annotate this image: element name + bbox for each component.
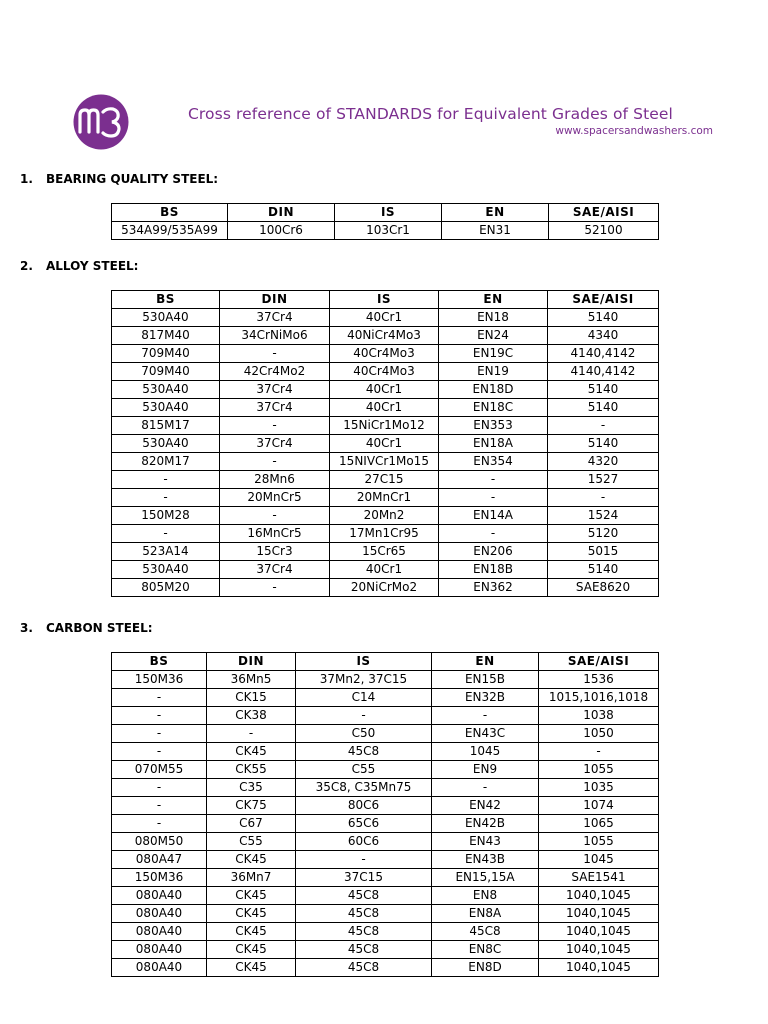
- table-row: [112, 435, 659, 453]
- table-row: [112, 399, 659, 417]
- table-cell: 45C8: [296, 959, 432, 977]
- column-header: EN: [439, 291, 548, 309]
- table-cell: 080A40: [112, 941, 207, 959]
- table-cell: 15Cr3: [220, 543, 330, 561]
- table-cell: CK45: [207, 743, 296, 761]
- table-cell: -: [207, 725, 296, 743]
- table-cell: 5140: [548, 309, 659, 327]
- table-cell: EN19C: [439, 345, 548, 363]
- section-title: ALLOY STEEL:: [46, 259, 139, 273]
- section-number: 3.: [20, 621, 33, 635]
- table-cell: EN354: [439, 453, 548, 471]
- table-header-row: [112, 291, 659, 309]
- table-cell: -: [548, 489, 659, 507]
- table-cell: 070M55: [112, 761, 207, 779]
- page-title: Cross reference of STANDARDS for Equivalent Grades of Steel: [188, 105, 673, 123]
- table-cell: 1055: [539, 833, 659, 851]
- table-row: [112, 489, 659, 507]
- column-header: SAE/AISI: [539, 653, 659, 671]
- table-cell: -: [112, 525, 220, 543]
- table-cell: EN15B: [432, 671, 539, 689]
- table-cell: -: [112, 707, 207, 725]
- table-cell: 150M36: [112, 671, 207, 689]
- column-header: DIN: [228, 204, 335, 222]
- table-cell: EN18: [439, 309, 548, 327]
- table-row: [112, 707, 659, 725]
- table-cell: 27C15: [330, 471, 439, 489]
- section-heading-alloy: [20, 259, 138, 273]
- table-cell: EN15,15A: [432, 869, 539, 887]
- table-row: [112, 887, 659, 905]
- table-cell: 20NiCrMo2: [330, 579, 439, 597]
- table-cell: 080A40: [112, 905, 207, 923]
- table-cell: 103Cr1: [335, 222, 442, 240]
- table-cell: EN19: [439, 363, 548, 381]
- table-cell: 40Cr1: [330, 399, 439, 417]
- table-cell: 4340: [548, 327, 659, 345]
- table-row: [112, 725, 659, 743]
- section-number: 1.: [20, 172, 33, 186]
- table-cell: CK38: [207, 707, 296, 725]
- table-row: [112, 761, 659, 779]
- table-cell: 4140,4142: [548, 363, 659, 381]
- table-cell: -: [220, 579, 330, 597]
- table-header-row: [112, 653, 659, 671]
- table-cell: 65C6: [296, 815, 432, 833]
- table-cell: 1040,1045: [539, 941, 659, 959]
- table-cell: 1536: [539, 671, 659, 689]
- table-cell: 805M20: [112, 579, 220, 597]
- table-cell: 4320: [548, 453, 659, 471]
- table-cell: 709M40: [112, 345, 220, 363]
- m3-logo: [72, 93, 132, 151]
- table-row: [112, 309, 659, 327]
- table-cell: 45C8: [296, 743, 432, 761]
- table-cell: EN42: [432, 797, 539, 815]
- table-cell: EN353: [439, 417, 548, 435]
- table-cell: 1065: [539, 815, 659, 833]
- table-cell: EN43: [432, 833, 539, 851]
- table-cell: 40Cr4Mo3: [330, 345, 439, 363]
- table-cell: 080A47: [112, 851, 207, 869]
- section-title: CARBON STEEL:: [46, 621, 153, 635]
- table-cell: EN32B: [432, 689, 539, 707]
- table-cell: 1040,1045: [539, 887, 659, 905]
- table-cell: CK45: [207, 905, 296, 923]
- table-cell: EN14A: [439, 507, 548, 525]
- table-row: [112, 869, 659, 887]
- table-cell: 530A40: [112, 399, 220, 417]
- table-cell: 40Cr4Mo3: [330, 363, 439, 381]
- table-cell: EN362: [439, 579, 548, 597]
- table-cell: CK45: [207, 923, 296, 941]
- table-cell: -: [112, 489, 220, 507]
- table-cell: -: [112, 725, 207, 743]
- table-cell: 1050: [539, 725, 659, 743]
- table-cell: -: [220, 417, 330, 435]
- table-row: [112, 327, 659, 345]
- table-cell: 37Cr4: [220, 399, 330, 417]
- table-row: [112, 815, 659, 833]
- table-cell: 20MnCr1: [330, 489, 439, 507]
- table-cell: 40Cr1: [330, 435, 439, 453]
- table-cell: CK75: [207, 797, 296, 815]
- table-cell: -: [220, 453, 330, 471]
- column-header: IS: [296, 653, 432, 671]
- table-cell: -: [112, 779, 207, 797]
- table-row: [112, 671, 659, 689]
- section-title: BEARING QUALITY STEEL:: [46, 172, 219, 186]
- table-cell: 820M17: [112, 453, 220, 471]
- table-cell: 1015,1016,1018: [539, 689, 659, 707]
- section-heading-bearing: [20, 172, 218, 186]
- table-cell: EN42B: [432, 815, 539, 833]
- table-cell: -: [112, 471, 220, 489]
- alloy-steel-table: [111, 290, 659, 597]
- table-cell: 37Cr4: [220, 435, 330, 453]
- column-header: IS: [335, 204, 442, 222]
- table-cell: 37Cr4: [220, 381, 330, 399]
- table-cell: -: [548, 417, 659, 435]
- table-row: [112, 833, 659, 851]
- table-cell: 37Mn2, 37C15: [296, 671, 432, 689]
- table-cell: EN18C: [439, 399, 548, 417]
- table-row: [112, 959, 659, 977]
- table-cell: 37Cr4: [220, 561, 330, 579]
- table-row: [112, 471, 659, 489]
- column-header: BS: [112, 291, 220, 309]
- table-cell: C55: [296, 761, 432, 779]
- table-cell: -: [432, 707, 539, 725]
- table-row: [112, 779, 659, 797]
- table-cell: 36Mn7: [207, 869, 296, 887]
- table-cell: 45C8: [296, 887, 432, 905]
- table-cell: EN24: [439, 327, 548, 345]
- table-cell: C67: [207, 815, 296, 833]
- table-cell: 34CrNiMo6: [220, 327, 330, 345]
- section-number: 2.: [20, 259, 33, 273]
- column-header: SAE/AISI: [548, 291, 659, 309]
- table-cell: -: [296, 851, 432, 869]
- table-cell: 52100: [549, 222, 659, 240]
- table-cell: 100Cr6: [228, 222, 335, 240]
- table-row: [112, 923, 659, 941]
- table-cell: 080M50: [112, 833, 207, 851]
- table-cell: CK55: [207, 761, 296, 779]
- table-cell: -: [539, 743, 659, 761]
- table-cell: 150M28: [112, 507, 220, 525]
- table-cell: EN43C: [432, 725, 539, 743]
- table-cell: 40NiCr4Mo3: [330, 327, 439, 345]
- table-cell: -: [439, 525, 548, 543]
- table-cell: 530A40: [112, 561, 220, 579]
- column-header: DIN: [207, 653, 296, 671]
- table-cell: 15NIVCr1Mo15: [330, 453, 439, 471]
- table-cell: 5140: [548, 561, 659, 579]
- table-cell: 15NiCr1Mo12: [330, 417, 439, 435]
- table-cell: EN9: [432, 761, 539, 779]
- column-header: IS: [330, 291, 439, 309]
- table-cell: 15Cr65: [330, 543, 439, 561]
- table-cell: 45C8: [432, 923, 539, 941]
- section-heading-carbon: [20, 621, 153, 635]
- table-cell: CK15: [207, 689, 296, 707]
- table-cell: 80C6: [296, 797, 432, 815]
- table-cell: 45C8: [296, 905, 432, 923]
- table-cell: CK45: [207, 851, 296, 869]
- table-cell: 080A40: [112, 923, 207, 941]
- table-cell: EN206: [439, 543, 548, 561]
- table-cell: 1527: [548, 471, 659, 489]
- table-cell: 1040,1045: [539, 905, 659, 923]
- table-cell: -: [439, 471, 548, 489]
- table-cell: 17Mn1Cr95: [330, 525, 439, 543]
- table-cell: 45C8: [296, 923, 432, 941]
- table-row: [112, 525, 659, 543]
- table-cell: 1074: [539, 797, 659, 815]
- table-cell: -: [432, 779, 539, 797]
- table-cell: 523A14: [112, 543, 220, 561]
- table-cell: 5120: [548, 525, 659, 543]
- table-cell: 16MnCr5: [220, 525, 330, 543]
- table-cell: EN18B: [439, 561, 548, 579]
- table-row: [112, 797, 659, 815]
- table-cell: 5015: [548, 543, 659, 561]
- table-row: [112, 363, 659, 381]
- table-row: [112, 381, 659, 399]
- table-cell: 1045: [539, 851, 659, 869]
- table-cell: 534A99/535A99: [112, 222, 228, 240]
- table-row: [112, 345, 659, 363]
- column-header: EN: [432, 653, 539, 671]
- table-cell: -: [296, 707, 432, 725]
- table-cell: -: [220, 507, 330, 525]
- table-cell: CK45: [207, 887, 296, 905]
- table-cell: C55: [207, 833, 296, 851]
- table-header-row: [112, 204, 659, 222]
- table-cell: EN18A: [439, 435, 548, 453]
- table-cell: 40Cr1: [330, 309, 439, 327]
- table-cell: CK45: [207, 941, 296, 959]
- table-cell: 815M17: [112, 417, 220, 435]
- table-cell: 5140: [548, 435, 659, 453]
- table-cell: CK45: [207, 959, 296, 977]
- table-row: [112, 453, 659, 471]
- table-cell: C50: [296, 725, 432, 743]
- table-cell: 1524: [548, 507, 659, 525]
- table-cell: 080A40: [112, 887, 207, 905]
- table-cell: 42Cr4Mo2: [220, 363, 330, 381]
- table-cell: 20Mn2: [330, 507, 439, 525]
- column-header: SAE/AISI: [549, 204, 659, 222]
- table-row: [112, 689, 659, 707]
- column-header: DIN: [220, 291, 330, 309]
- table-cell: 37C15: [296, 869, 432, 887]
- carbon-steel-table: [111, 652, 659, 977]
- table-cell: EN8D: [432, 959, 539, 977]
- table-cell: 60C6: [296, 833, 432, 851]
- table-cell: 40Cr1: [330, 561, 439, 579]
- table-row: [112, 222, 659, 240]
- table-cell: 5140: [548, 381, 659, 399]
- table-row: [112, 417, 659, 435]
- table-cell: 37Cr4: [220, 309, 330, 327]
- table-cell: 35C8, C35Mn75: [296, 779, 432, 797]
- table-cell: -: [439, 489, 548, 507]
- table-cell: -: [112, 797, 207, 815]
- table-cell: C14: [296, 689, 432, 707]
- table-cell: -: [220, 345, 330, 363]
- table-row: [112, 905, 659, 923]
- table-cell: EN8A: [432, 905, 539, 923]
- table-cell: 080A40: [112, 959, 207, 977]
- table-row: [112, 941, 659, 959]
- table-cell: 45C8: [296, 941, 432, 959]
- table-cell: C35: [207, 779, 296, 797]
- table-cell: 4140,4142: [548, 345, 659, 363]
- table-cell: 20MnCr5: [220, 489, 330, 507]
- table-cell: 530A40: [112, 309, 220, 327]
- table-cell: EN8: [432, 887, 539, 905]
- table-row: [112, 507, 659, 525]
- column-header: BS: [112, 653, 207, 671]
- column-header: EN: [442, 204, 549, 222]
- table-cell: EN43B: [432, 851, 539, 869]
- table-cell: -: [112, 743, 207, 761]
- table-cell: 1035: [539, 779, 659, 797]
- table-cell: 709M40: [112, 363, 220, 381]
- table-row: [112, 561, 659, 579]
- table-cell: SAE1541: [539, 869, 659, 887]
- table-row: [112, 851, 659, 869]
- bearing-steel-table: [111, 203, 659, 240]
- table-cell: 1038: [539, 707, 659, 725]
- table-cell: 1045: [432, 743, 539, 761]
- table-cell: 40Cr1: [330, 381, 439, 399]
- table-row: [112, 579, 659, 597]
- website-link[interactable]: www.spacersandwashers.com: [555, 125, 713, 137]
- table-cell: 1055: [539, 761, 659, 779]
- table-cell: 36Mn5: [207, 671, 296, 689]
- table-cell: 28Mn6: [220, 471, 330, 489]
- table-cell: EN31: [442, 222, 549, 240]
- table-cell: 530A40: [112, 435, 220, 453]
- table-row: [112, 543, 659, 561]
- table-row: [112, 743, 659, 761]
- table-cell: 817M40: [112, 327, 220, 345]
- table-cell: 150M36: [112, 869, 207, 887]
- table-cell: 5140: [548, 399, 659, 417]
- table-cell: -: [112, 815, 207, 833]
- table-cell: EN18D: [439, 381, 548, 399]
- table-cell: 1040,1045: [539, 923, 659, 941]
- table-cell: -: [112, 689, 207, 707]
- table-cell: EN8C: [432, 941, 539, 959]
- table-cell: 1040,1045: [539, 959, 659, 977]
- table-cell: SAE8620: [548, 579, 659, 597]
- column-header: BS: [112, 204, 228, 222]
- table-cell: 530A40: [112, 381, 220, 399]
